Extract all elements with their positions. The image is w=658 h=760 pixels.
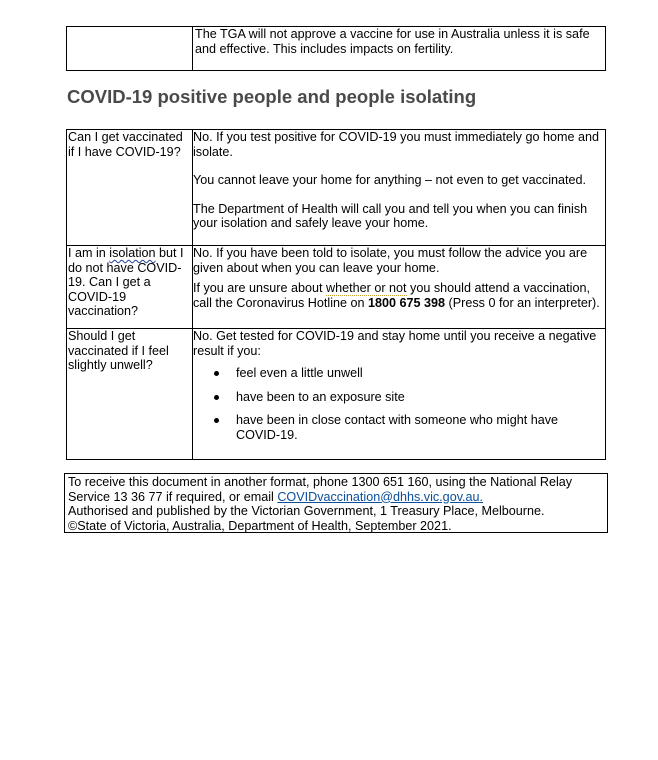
footer-line: [68, 475, 604, 504]
spellcheck-word-isolation: isolation: [109, 246, 156, 260]
list-item: [193, 366, 603, 381]
answer-paragraph: No. Get tested for COVID-19 and stay home until you receive a negative result if you:: [193, 329, 597, 358]
list-item-text: feel even a little unwell: [236, 366, 363, 380]
faq-question: [67, 246, 193, 328]
email-link[interactable]: COVIDvaccination@dhhs.vic.gov.au.: [277, 489, 484, 504]
question-text-post: but I do not have COVID-19. Can I get a COVID-19 vaccination?: [68, 246, 184, 318]
section-heading: COVID-19 positive people and people isolating: [67, 86, 477, 107]
answer-paragraph: You cannot leave your home for anything – not even to get vaccinated.: [193, 173, 587, 187]
top-table: [66, 26, 606, 71]
footer-line: ©State of Victoria, Australia, Department of Health, September 2021.: [68, 518, 452, 533]
bullet-icon: [214, 418, 219, 423]
faq-table: [66, 129, 606, 460]
list-item-text: have been in close contact with someone who might have COVID-19.: [236, 413, 559, 442]
list-item: [193, 413, 603, 442]
faq-row: [67, 130, 605, 245]
answer-paragraph: The Department of Health will call you and tell you when you can finish your isolation and safely leave your home.: [193, 201, 588, 230]
footer-contact-text: To receive this document in another format, phone 1300 651 160, using the National Relay Service 13 36 77 if required, or email: [68, 475, 573, 504]
grammar-check-phrase: whether or not: [326, 281, 407, 295]
question-text-pre: I am in: [68, 246, 110, 260]
faq-question: Should I get vaccinated if I feel slightly unwell?: [67, 329, 193, 459]
faq-row: [67, 328, 605, 459]
list-item-text: have been to an exposure site: [236, 389, 405, 404]
faq-answer: [193, 246, 605, 328]
faq-answer: [193, 130, 605, 245]
answer-paragraph: No. If you test positive for COVID-19 you must immediately go home and isolate.: [193, 130, 599, 159]
list-item: [193, 390, 603, 405]
answer-paragraph: No. If you have been told to isolate, you must follow the advice you are given about when you can leave your home.: [193, 246, 588, 275]
answer-text-pre: If you are unsure about: [193, 281, 327, 295]
answer-text-post: (Press 0 for an interpreter).: [445, 295, 600, 310]
footer-line: Authorised and published by the Victorian Government, 1 Treasury Place, Melbourne.: [68, 504, 545, 518]
faq-row: [67, 245, 605, 328]
bullet-list: [193, 366, 603, 442]
bullet-icon: [214, 371, 219, 376]
hotline-number: 1800 675 398: [368, 295, 446, 310]
top-table-text: The TGA will not approve a vaccine for use in Australia unless it is safe and effective. This includes impacts on fertility.: [195, 27, 590, 56]
answer-paragraph: [193, 281, 603, 310]
top-table-empty-cell: [67, 27, 193, 70]
footer-box: [64, 473, 608, 533]
answer-text-mid: you should attend a vaccination, call the Coronavirus Hotline on: [193, 281, 590, 310]
faq-answer: [193, 329, 605, 459]
bullet-icon: [214, 395, 219, 400]
faq-question: Can I get vaccinated if I have COVID-19?: [67, 130, 193, 245]
